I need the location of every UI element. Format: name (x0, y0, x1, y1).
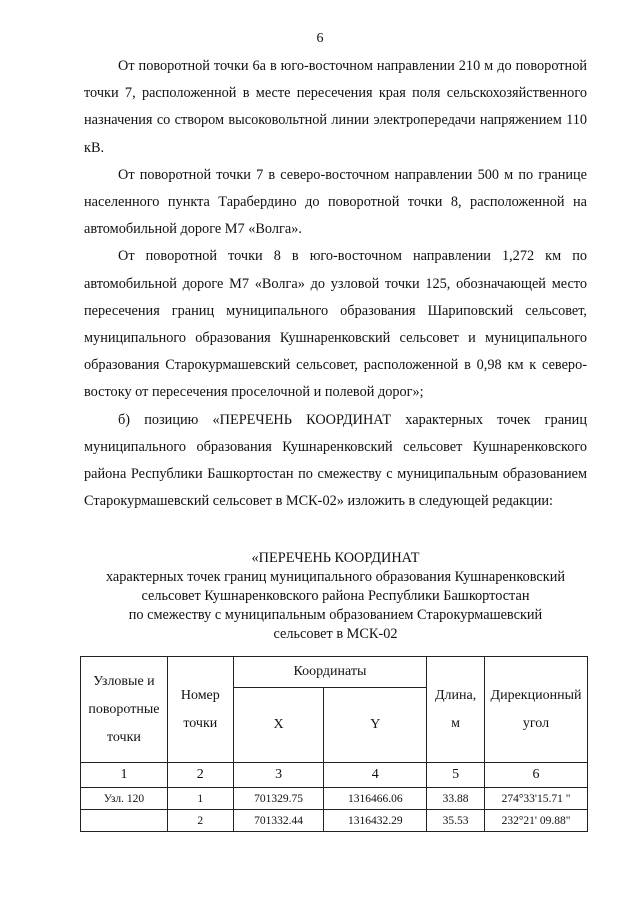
header-coordinates: Координаты (233, 657, 426, 688)
header-x: X (233, 688, 324, 763)
paragraph: От поворотной точки 8 в юго-восточном направлении 1,272 км по автомобильной дороге М7 «Волга» до узловой точки 125, обозначающей место пересечения границ муниципального образования Шариповский сельсовет, муниципального образования Кушнаренковский сельсовет и муниципального образования Старокурмашевский сельсовет, расположенной в 0,98 км к северо-востоку от пересечения проселочной и полевой дорог»; (84, 248, 587, 401)
column-number: 3 (233, 763, 324, 788)
header-y: Y (324, 688, 427, 763)
table-row (81, 810, 588, 832)
cell-x: 701332.44 (233, 810, 324, 832)
cell-number: 2 (167, 810, 233, 832)
paragraph: От поворотной точки 7 в северо-восточном направлении 500 м по границе населенного пункта Тарабердино до поворотной точки 8, расположенной на автомобильной дороге М7 «Волга». (84, 166, 587, 238)
title-line: сельсовет Кушнаренковского района Республики Башкортостан (141, 588, 530, 604)
cell-node (81, 810, 168, 832)
cell-length: 35.53 (427, 810, 485, 832)
column-number: 5 (427, 763, 485, 788)
title-line: характерных точек границ муниципального образования Кушнаренковский (105, 569, 566, 585)
column-number: 2 (167, 763, 233, 788)
header-text: Номер (180, 687, 220, 703)
header-nodes (81, 657, 168, 763)
column-number: 4 (324, 763, 427, 788)
cell-y: 1316466.06 (324, 788, 427, 810)
paragraph: б) позицию «ПЕРЕЧЕНЬ КООРДИНАТ характерных точек границ муниципального образования Кушнаренковский сельсовет Кушнаренковского района Республики Башкортостан по смежеству с муниципальным образованием Старокурмашевский сельсовет в МСК-02» изложить в следующей редакции: (84, 411, 587, 510)
header-direction-angle (485, 657, 588, 763)
table-header-row (81, 657, 588, 688)
coordinates-table (80, 656, 588, 832)
column-number-row (81, 763, 588, 788)
title-line: по смежеству с муниципальным образованием Старокурмашевский (128, 607, 543, 623)
header-text: поворотные (88, 701, 160, 717)
header-text: угол (522, 715, 550, 731)
cell-y: 1316432.29 (324, 810, 427, 832)
column-number: 1 (81, 763, 168, 788)
page-number: 6 (316, 31, 324, 46)
coordinates-list-title (84, 549, 587, 644)
cell-x: 701329.75 (233, 788, 324, 810)
cell-node: Узл. 120 (81, 788, 168, 810)
cell-length: 33.88 (427, 788, 485, 810)
header-text: Узловые и (93, 673, 155, 689)
header-text: Дирекционный (490, 687, 582, 703)
header-text: м (451, 715, 461, 731)
header-text: Длина, (434, 687, 477, 703)
header-point-number (167, 657, 233, 763)
cell-angle: 274°33'15.71 " (485, 788, 588, 810)
title-line: «ПЕРЕЧЕНЬ КООРДИНАТ (251, 550, 420, 566)
body-text (84, 53, 587, 515)
column-number: 6 (485, 763, 588, 788)
header-text: точки (183, 715, 218, 731)
cell-number: 1 (167, 788, 233, 810)
cell-angle: 232°21' 09.88" (485, 810, 588, 832)
paragraph: От поворотной точки 6а в юго-восточном направлении 210 м до поворотной точки 7, расположенной в месте пересечения края поля сельскохозяйственного назначения со створом высоковольтной линии электропередачи напряжением 110 кВ. (84, 58, 587, 156)
table-row (81, 788, 588, 810)
header-length (427, 657, 485, 763)
title-line: сельсовет в МСК-02 (273, 626, 398, 642)
header-text: точки (106, 729, 141, 745)
